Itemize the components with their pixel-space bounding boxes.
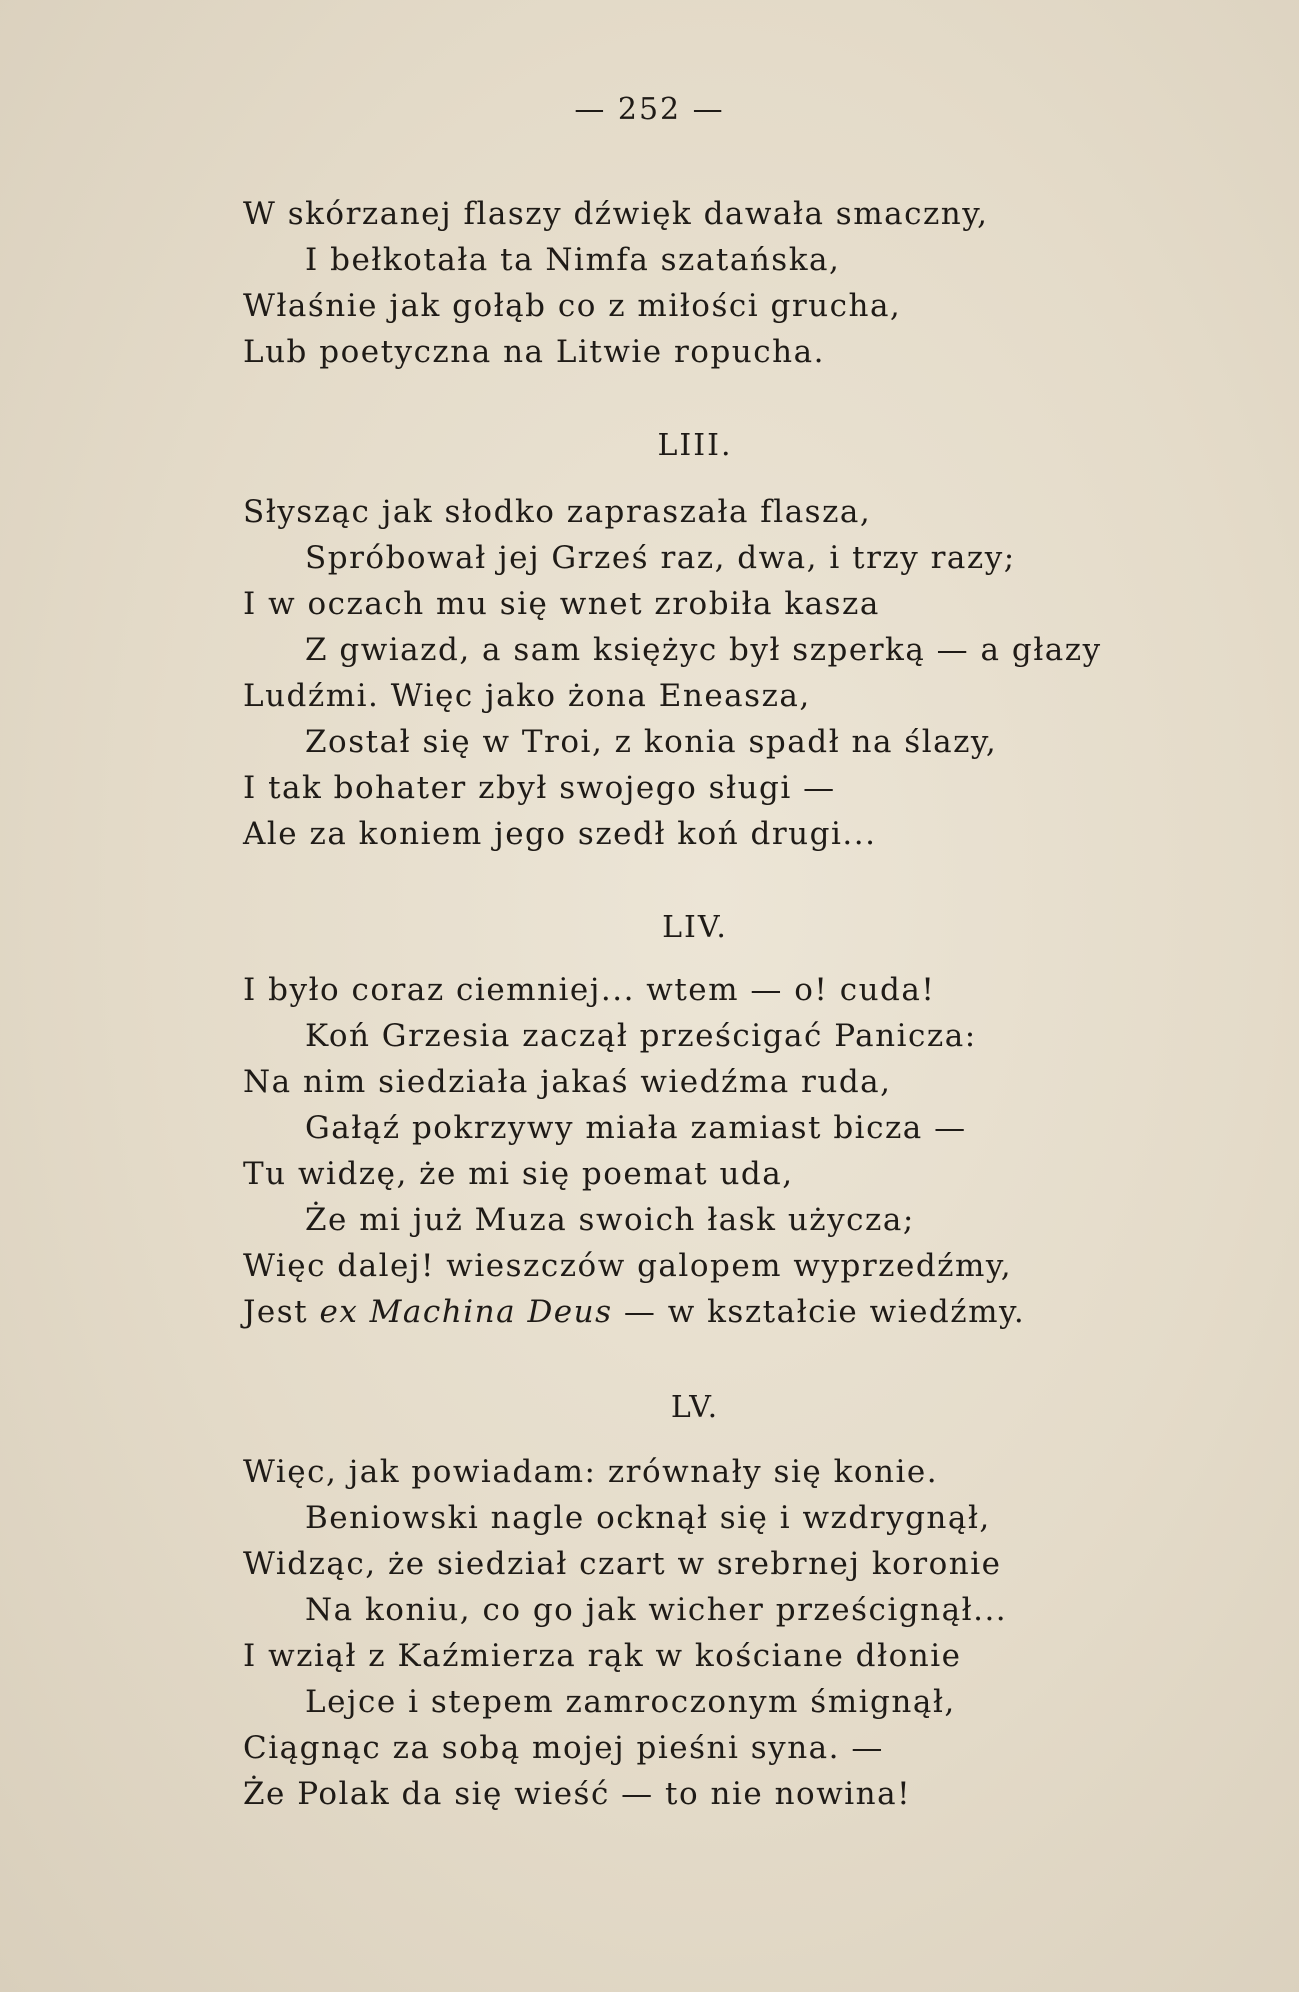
verse-line: Gałąź pokrzywy miała zamiast bicza — (305, 1110, 967, 1146)
verse-line: Że Polak da się wieść — to nie nowina! (243, 1776, 912, 1812)
verse-line: Ludźmi. Więc jako żona Eneasza, (243, 678, 811, 714)
verse-line: Został się w Troi, z konia spadł na ślazy, (305, 724, 998, 760)
verse-line: Widząc, że siedział czart w srebrnej koronie (243, 1546, 1002, 1582)
verse-line: Lub poetyczna na Litwie ropucha. (243, 334, 825, 370)
verse-line: Beniowski nagle ocknął się i wzdrygnął, (305, 1500, 991, 1536)
verse-line: Że mi już Muza swoich łask użycza; (305, 1202, 915, 1238)
verse-line: I tak bohater zbył swojego sługi — (243, 770, 836, 806)
verse-line: Więc, jak powiadam: zrównały się konie. (243, 1454, 939, 1490)
verse-line: Ciągnąc za sobą mojej pieśni syna. — (243, 1730, 884, 1766)
stanza-heading: LIII. (657, 428, 733, 463)
verse-line: Spróbował jej Grześ raz, dwa, i trzy razy; (305, 540, 1016, 576)
verse-line: Koń Grzesia zaczął prześcigać Panicza: (305, 1018, 977, 1054)
stanza-heading: LIV. (662, 910, 728, 945)
verse-line: Na koniu, co go jak wicher prześcignął... (305, 1592, 1008, 1628)
verse-line: Więc dalej! wieszczów galopem wyprzedźmy, (243, 1248, 1013, 1284)
verse-line: Na nim siedziała jakaś wiedźma ruda, (243, 1064, 892, 1100)
verse-line: Tu widzę, że mi się poemat uda, (243, 1156, 794, 1192)
verse-line: Słysząc jak słodko zapraszała flasza, (243, 494, 872, 530)
stanza-heading: LV. (670, 1390, 720, 1425)
verse-line: Z gwiazd, a sam księżyc był szperką — a głazy (305, 632, 1102, 668)
verse-line: Lejce i stepem zamroczonym śmignął, (305, 1684, 956, 1720)
page-number: — 252 — (574, 92, 725, 127)
verse-line: I bełkotała ta Nimfa szatańska, (305, 242, 841, 278)
verse-line: W skórzanej flaszy dźwięk dawała smaczny, (243, 196, 989, 232)
verse-line (243, 1292, 1025, 1332)
verse-text: — w kształcie wiedźmy. (612, 1294, 1026, 1330)
verse-text: Jest (243, 1294, 320, 1330)
verse-line: I w oczach mu się wnet zrobiła kasza (243, 586, 880, 622)
verse-line: I wziął z Kaźmierza rąk w kościane dłonie (243, 1638, 962, 1674)
verse-line: I było coraz ciemniej... wtem — o! cuda! (243, 972, 936, 1008)
latin-phrase: ex Machina Deus (319, 1294, 613, 1330)
verse-line: Właśnie jak gołąb co z miłości grucha, (243, 288, 902, 324)
verse-line: Ale za koniem jego szedł koń drugi... (243, 816, 877, 852)
